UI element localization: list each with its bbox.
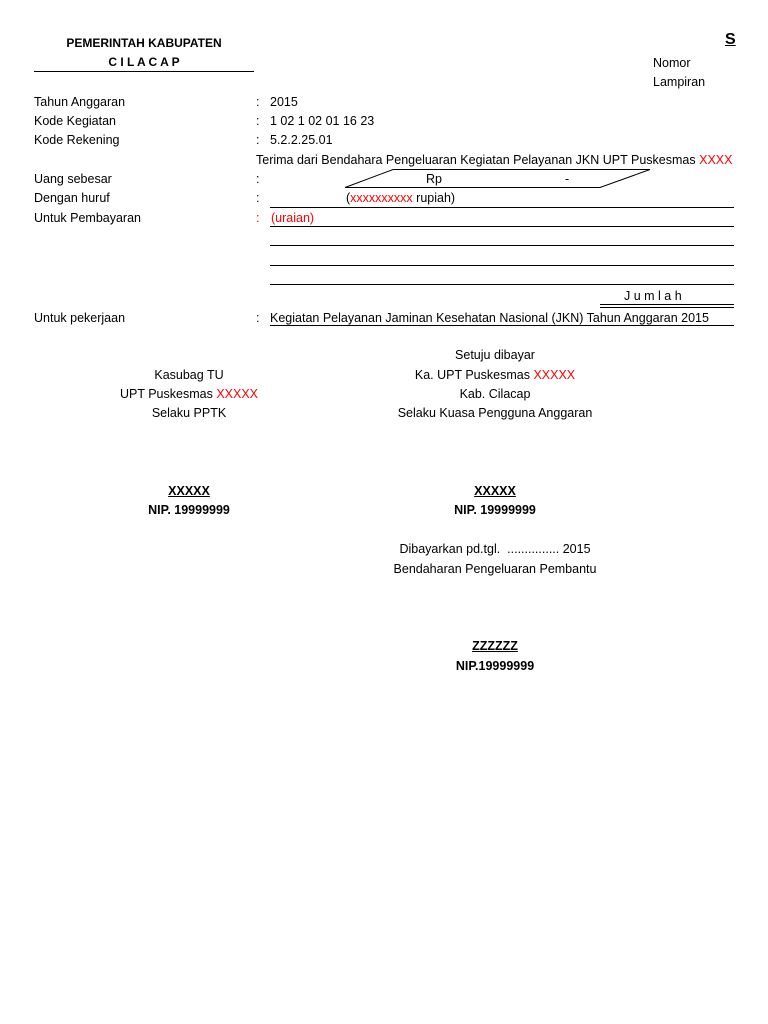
kpa-region: Kab. Cilacap xyxy=(459,387,531,401)
nomor-label: Nomor xyxy=(653,56,691,70)
total-label: J u m l a h xyxy=(624,289,682,303)
treasurer-name-line xyxy=(345,639,645,653)
amount-words-open: ( xyxy=(346,191,351,205)
amount-words-rule xyxy=(270,207,734,208)
payment-description-placeholder: (uraian) xyxy=(271,211,315,225)
kode-rekening-value: 5.2.2.25.01 xyxy=(270,133,333,147)
kpa-name-line xyxy=(345,484,645,498)
document-mark: S xyxy=(725,31,736,48)
total-double-rule-bottom xyxy=(600,307,734,308)
pptk-title: Kasubag TU xyxy=(154,368,224,382)
kpa-nip: NIP. 19999999 xyxy=(454,503,536,517)
dengan-huruf-label: Dengan huruf xyxy=(34,191,110,205)
total-double-rule-top xyxy=(600,304,734,305)
tahun-anggaran-separator: : xyxy=(256,95,260,109)
payment-rule-4 xyxy=(270,284,734,285)
received-from-line xyxy=(256,153,732,167)
payment-date-line: Dibayarkan pd.tgl. ............... 2015 xyxy=(399,542,591,556)
treasurer-nip: NIP.19999999 xyxy=(455,659,535,673)
header-underline xyxy=(34,71,254,72)
kode-rekening-label: Kode Rekening xyxy=(34,133,120,147)
pptk-nip: NIP. 19999999 xyxy=(148,503,230,517)
pptk-unit-placeholder: XXXXX xyxy=(216,387,259,401)
pptk-name: XXXXX xyxy=(168,484,210,498)
uang-sebesar-separator: : xyxy=(256,172,260,186)
kpa-title-placeholder: XXXXX xyxy=(533,368,576,382)
untuk-pekerjaan-label: Untuk pekerjaan xyxy=(34,311,126,325)
kpa-title-text: Ka. UPT Puskesmas xyxy=(414,368,530,382)
treasurer-name: ZZZZZZ xyxy=(472,639,518,653)
payment-rule-2 xyxy=(270,245,734,246)
kode-kegiatan-label: Kode Kegiatan xyxy=(34,114,117,128)
kode-kegiatan-value: 1 02 1 02 01 16 23 xyxy=(270,114,375,128)
pptk-name-line xyxy=(89,484,289,498)
pptk-unit xyxy=(89,387,289,401)
kpa-role: Selaku Kuasa Pengguna Anggaran xyxy=(397,406,593,420)
pptk-role: Selaku PPTK xyxy=(151,406,227,420)
kode-rekening-separator: : xyxy=(256,133,260,147)
untuk-pekerjaan-value: Kegiatan Pelayanan Jaminan Kesehatan Nasional (JKN) Tahun Anggaran 2015 xyxy=(270,311,709,325)
kpa-title xyxy=(345,368,645,382)
amount-value: - xyxy=(565,172,570,186)
government-heading: PEMERINTAH KABUPATEN xyxy=(66,36,222,50)
payment-rule-1 xyxy=(270,226,734,227)
dengan-huruf-separator: : xyxy=(256,191,260,205)
work-description-rule xyxy=(270,325,734,326)
received-from-placeholder: XXXX xyxy=(699,153,733,167)
amount-words-placeholder: xxxxxxxxxx xyxy=(350,191,413,205)
untuk-pembayaran-separator: : xyxy=(256,211,260,225)
kpa-approval: Setuju dibayar xyxy=(455,348,535,362)
pptk-unit-text: UPT Puskesmas xyxy=(119,387,213,401)
lampiran-label: Lampiran xyxy=(653,75,706,89)
untuk-pembayaran-label: Untuk Pembayaran xyxy=(34,211,142,225)
received-from-text: Terima dari Bendahara Pengeluaran Kegiatan Pelayanan JKN UPT Puskesmas xyxy=(256,153,696,167)
kpa-name: XXXXX xyxy=(474,484,516,498)
amount-words-suffix: rupiah) xyxy=(416,191,456,205)
treasurer-title: Bendaharan Pengeluaran Pembantu xyxy=(393,562,597,576)
tahun-anggaran-value: 2015 xyxy=(270,95,298,109)
kode-kegiatan-separator: : xyxy=(256,114,260,128)
amount-currency: Rp xyxy=(426,172,442,186)
uang-sebesar-label: Uang sebesar xyxy=(34,172,112,186)
tahun-anggaran-label: Tahun Anggaran xyxy=(34,95,126,109)
amount-in-words xyxy=(346,191,455,205)
payment-rule-3 xyxy=(270,265,734,266)
regency-heading: C I L A C A P xyxy=(108,55,180,69)
untuk-pekerjaan-separator: : xyxy=(256,311,260,325)
amount-box xyxy=(344,168,652,189)
